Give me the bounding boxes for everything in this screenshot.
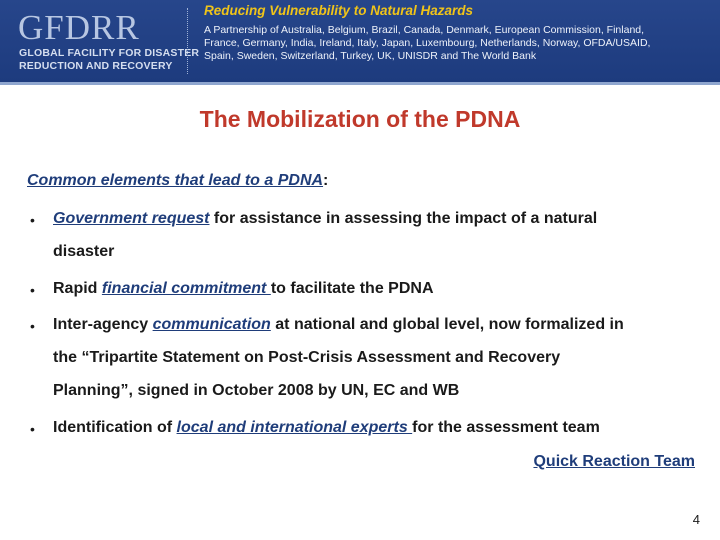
partners-line-3: Spain, Sweden, Switzerland, Turkey, UK, UNISDR and The World Bank xyxy=(204,50,537,62)
page-number: 4 xyxy=(692,512,700,527)
bullet-3-line-3: Planning”, signed in October 2008 by UN, EC and WB xyxy=(53,382,460,399)
bullet-3-prefix: Inter-agency xyxy=(53,316,153,333)
header-banner xyxy=(0,0,720,82)
bullet-3-line-2: the “Tripartite Statement on Post-Crisis Assessment and Recovery xyxy=(53,349,561,366)
bullet-4-prefix: Identification of xyxy=(53,419,177,436)
bullet-4-emphasis: local and international experts xyxy=(176,419,413,436)
bullet-1-line-2: disaster xyxy=(53,243,115,260)
bullet-2-prefix: Rapid xyxy=(53,280,102,297)
bullet-marker-3: • xyxy=(30,318,35,334)
bullet-2-emphasis: financial commitment xyxy=(101,280,271,297)
header-tagline: Reducing Vulnerability to Natural Hazards xyxy=(204,3,474,18)
bullet-1-line-1 xyxy=(53,210,597,228)
intro-colon: : xyxy=(323,172,329,189)
bullet-2-text: to facilitate the PDNA xyxy=(270,280,434,297)
logo-subtitle-line-2: REDUCTION AND RECOVERY xyxy=(19,60,173,72)
slide-title: The Mobilization of the PDNA xyxy=(199,106,521,132)
header-rule xyxy=(0,82,720,85)
bullet-3-text: at national and global level, now formalized in xyxy=(270,316,624,333)
partners-line-2: France, Germany, India, Ireland, Italy, Japan, Luxembourg, Netherlands, Norway, OFDA/USAID, xyxy=(204,37,651,49)
quick-reaction-team-link[interactable]: Quick Reaction Team xyxy=(533,453,695,470)
bullet-1-text: for assistance in assessing the impact of a natural xyxy=(209,210,598,227)
header-divider xyxy=(187,8,189,74)
bullet-3-emphasis: communication xyxy=(152,316,271,333)
logo-subtitle-line-1: GLOBAL FACILITY FOR DISASTER xyxy=(19,47,200,59)
bullet-marker-1: • xyxy=(30,212,35,228)
intro-text: Common elements that lead to a PDNA xyxy=(27,172,324,189)
bullet-4-line-1 xyxy=(53,419,600,437)
intro-heading xyxy=(27,172,328,190)
bullet-marker-2: • xyxy=(30,282,35,298)
bullet-marker-4: • xyxy=(30,421,35,437)
bullet-1-emphasis: Government request xyxy=(53,210,210,227)
bullet-3-line-1 xyxy=(53,316,624,334)
bullet-4-text: for the assessment team xyxy=(412,419,600,436)
bullet-2-line-1 xyxy=(53,280,434,298)
gfdrr-logo: GFDRR xyxy=(18,8,140,47)
partners-line-1: A Partnership of Australia, Belgium, Brazil, Canada, Denmark, European Commission, Finland, xyxy=(204,24,645,36)
